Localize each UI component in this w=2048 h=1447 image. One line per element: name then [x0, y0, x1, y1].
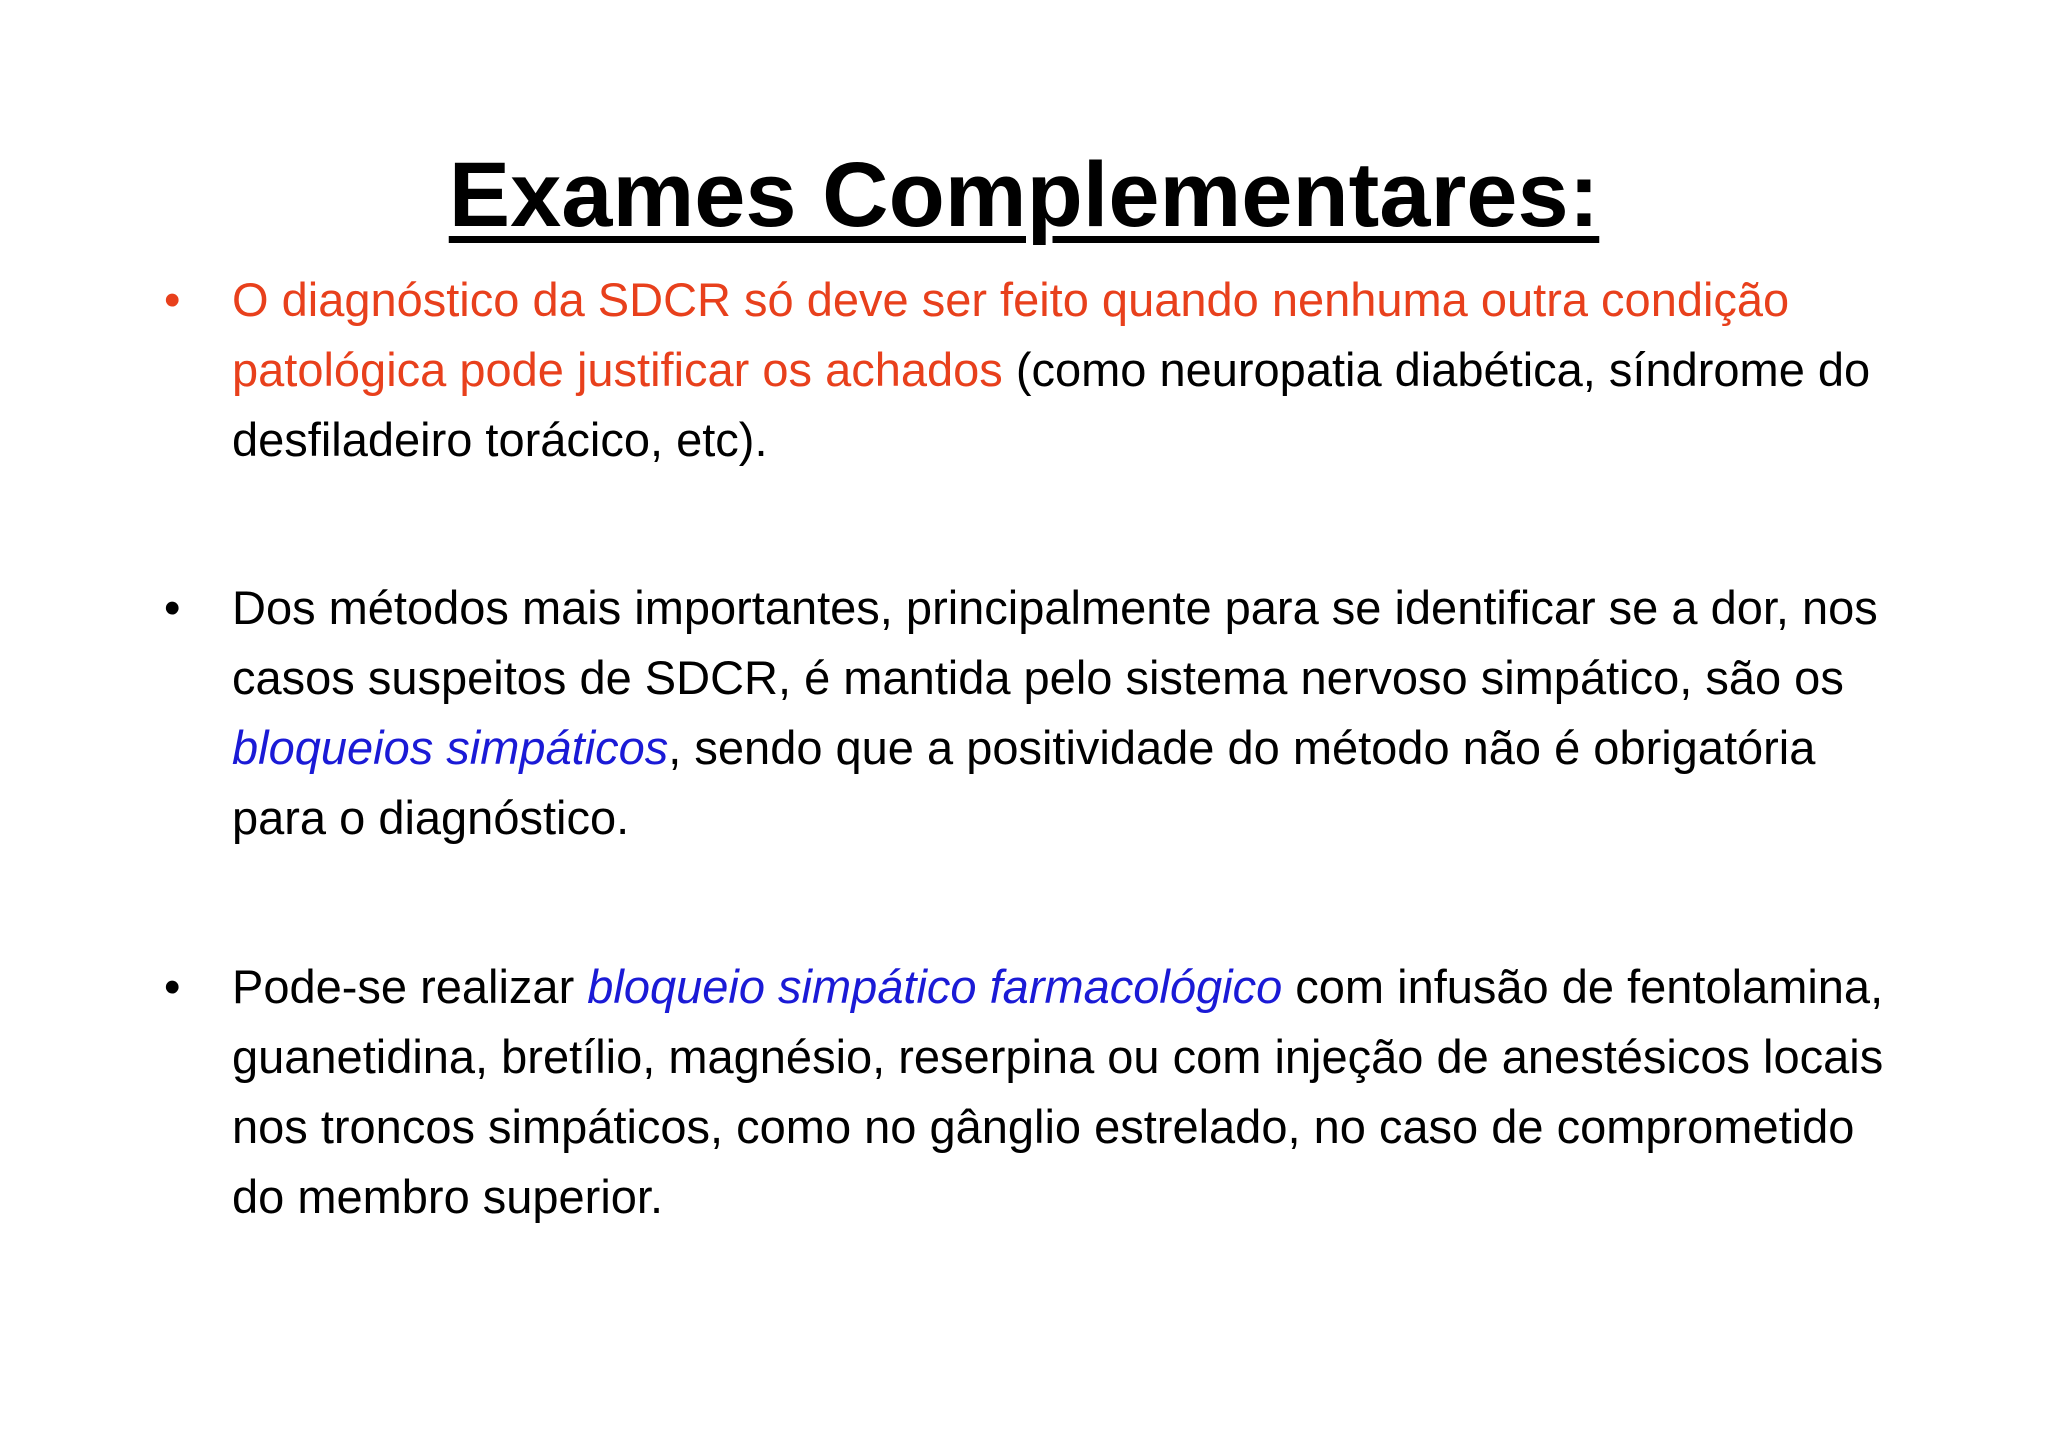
- bullet-2-text-end: , sendo que a positividade do método não é obrigatória para o diagnóstico.: [232, 721, 1816, 844]
- bullet-2-text-start: Dos métodos mais importantes, principalmente para se identificar se a dor, nos casos suspeitos de SDCR, é mantida pelo sistema nervoso simpático, são os: [232, 581, 1878, 704]
- bullet-3-text-end: com infusão de fentolamina, guanetidina, bretílio, magnésio, reserpina ou com injeção de anestésicos locais nos troncos simpáticos, como no gânglio estrelado, no caso de comprometido do membro superior.: [232, 960, 1884, 1223]
- bullet-item-1: [164, 265, 1892, 475]
- bullet-3-text-start: Pode-se realizar: [232, 960, 588, 1013]
- bullet-1-text: (como neuropatia diabética, síndrome do desfiladeiro torácico, etc).: [232, 343, 1871, 466]
- bullet-3-emphasis: bloqueio simpático farmacológico: [587, 960, 1283, 1013]
- bullet-item-2: [164, 573, 1892, 853]
- bullet-marker: •: [164, 273, 181, 326]
- bullet-item-3: [164, 952, 1892, 1232]
- slide-title-text: Exames Complementares:: [448, 144, 1600, 246]
- bullet-1-highlight: O diagnóstico da SDCR só deve ser feito quando nenhuma outra condição patológica pode justificar os achados: [232, 273, 1790, 396]
- slide-title: [0, 140, 2048, 250]
- bullet-2-emphasis: bloqueios simpáticos: [232, 721, 669, 774]
- bullet-marker: •: [164, 581, 181, 634]
- bullet-marker: •: [164, 960, 181, 1013]
